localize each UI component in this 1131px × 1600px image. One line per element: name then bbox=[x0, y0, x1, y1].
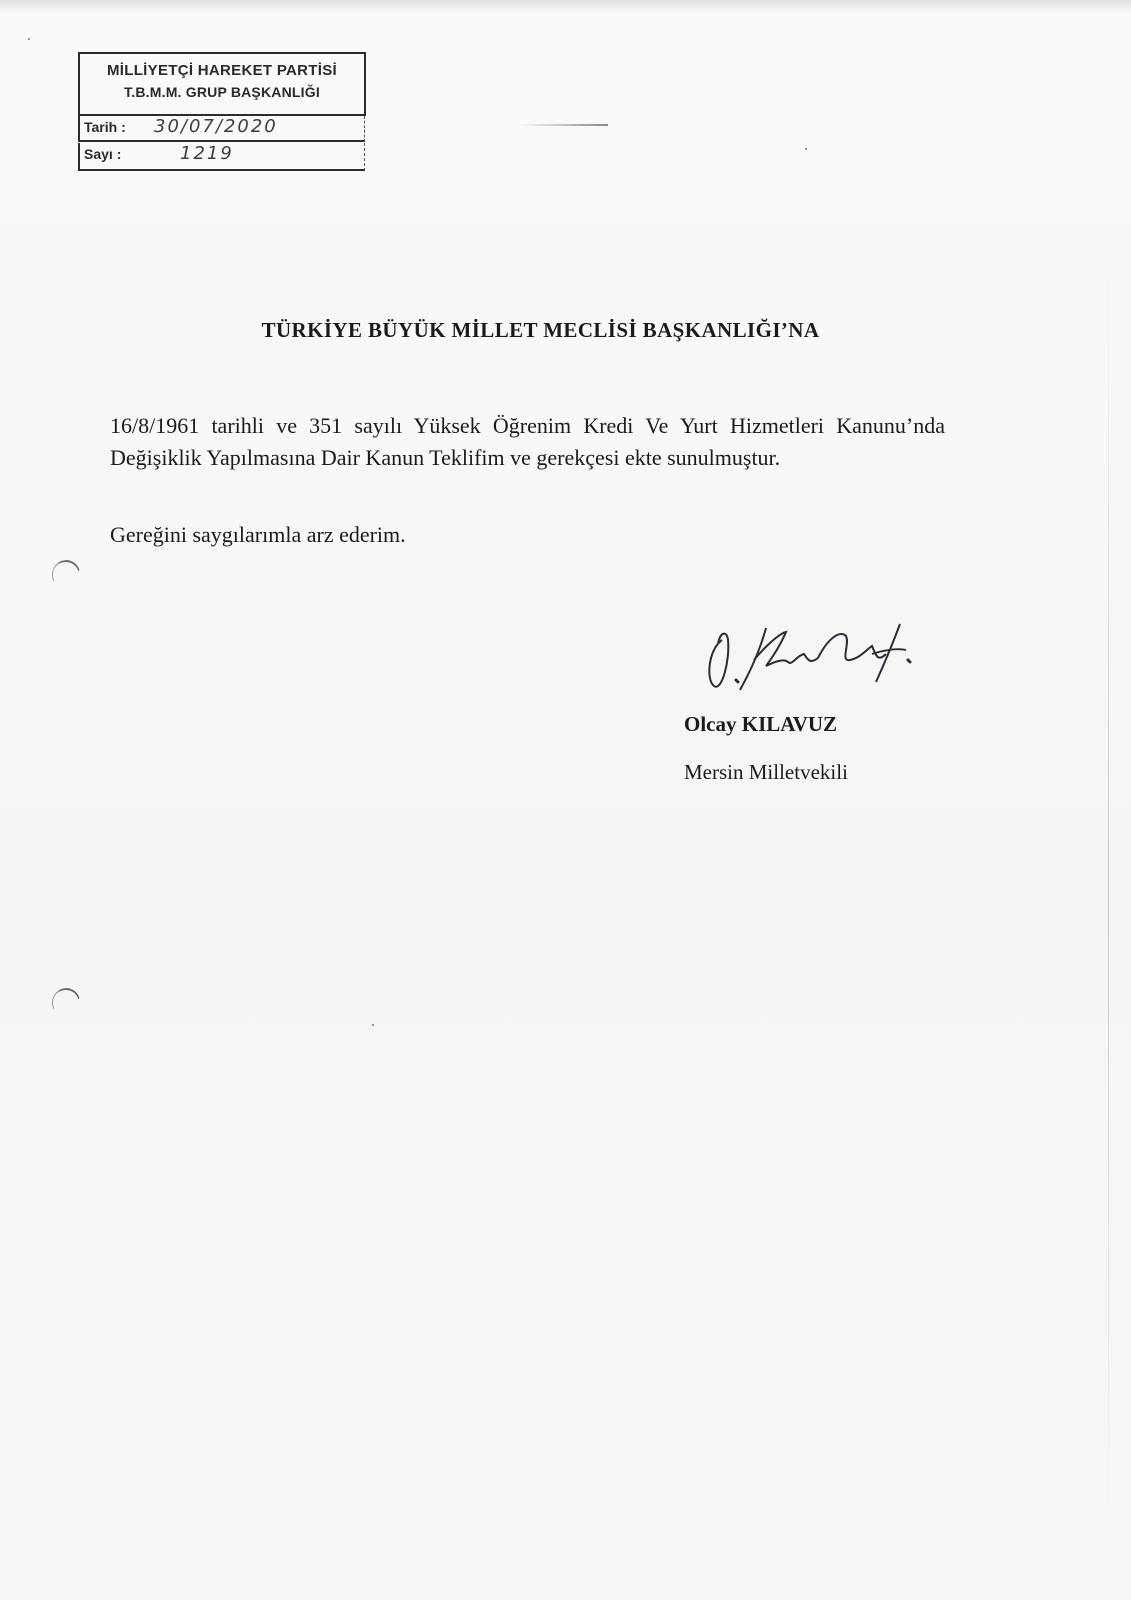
stamp-date-value: 30/07/2020 bbox=[154, 116, 278, 137]
stamp-date-label: Tarih : bbox=[84, 119, 126, 135]
stamp-organization: MİLLİYETÇİ HAREKET PARTİSİ bbox=[106, 62, 338, 79]
letter-body: 16/8/1961 tarihli ve 351 sayılı Yüksek Öğrenim Kredi Ve Yurt Hizmetleri Kanunu’nda Değişiklik Yapılmasına Dair Kanun Teklifim ve gerekçesi ekte sunulmuştur. bbox=[110, 413, 945, 470]
handwritten-signature bbox=[700, 610, 920, 700]
stamp-date-row bbox=[78, 116, 365, 142]
scan-artifact bbox=[520, 124, 608, 126]
signer-title: Mersin Milletvekili bbox=[684, 760, 848, 784]
letter-closing: Gereğini saygılarımla arz ederim. bbox=[110, 522, 406, 547]
stamp-department: T.B.M.M. GRUP BAŞKANLIĞI bbox=[124, 84, 320, 100]
punch-hole-mark bbox=[48, 984, 84, 1021]
scan-speck bbox=[28, 38, 30, 40]
registry-stamp bbox=[78, 52, 366, 180]
scan-edge-shadow bbox=[0, 0, 1131, 14]
stamp-number-row bbox=[78, 143, 365, 171]
stamp-number-label: Sayı : bbox=[84, 146, 122, 162]
scan-fold-line bbox=[1108, 250, 1109, 1530]
scan-speck bbox=[805, 148, 807, 150]
letter-recipient: TÜRKİYE BÜYÜK MİLLET MECLİSİ BAŞKANLIĞI’NA bbox=[261, 318, 820, 342]
stamp-number-value: 1219 bbox=[180, 143, 234, 164]
scan-speck bbox=[372, 1024, 374, 1026]
signer-name: Olcay KILAVUZ bbox=[684, 712, 838, 736]
stamp-header bbox=[78, 52, 366, 116]
punch-hole-mark bbox=[48, 556, 84, 593]
